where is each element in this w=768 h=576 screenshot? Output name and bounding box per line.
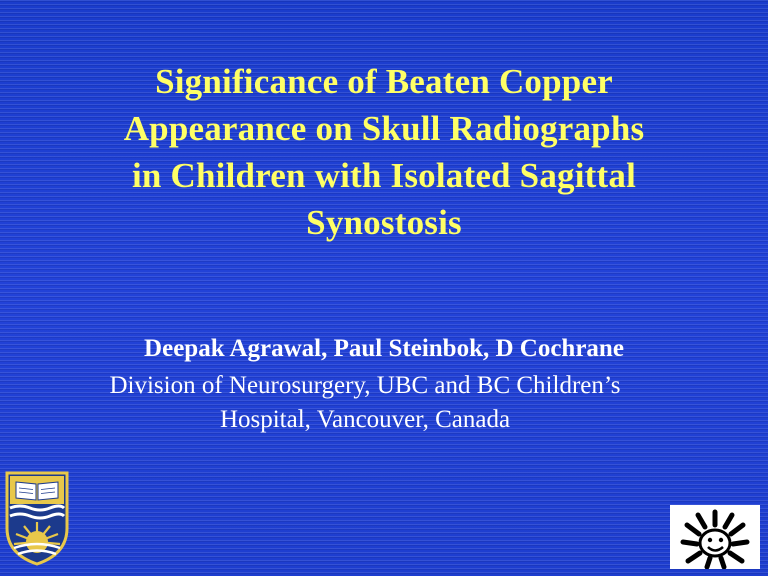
slide-title	[40, 58, 728, 246]
affiliation-line: Division of Neurosurgery, UBC and BC Children’s	[109, 372, 621, 399]
ubc-crest-logo	[4, 470, 70, 566]
affiliation-line: Hospital, Vancouver, Canada	[219, 406, 511, 433]
sun-face-icon	[670, 505, 760, 569]
title-line: Significance of Beaten Copper	[155, 62, 613, 101]
authors: Deepak Agrawal, Paul Steinbok, D Cochrane	[144, 335, 624, 362]
crest-icon	[4, 470, 70, 566]
title-line: Synostosis	[306, 203, 462, 242]
title-line: in Children with Isolated Sagittal	[131, 156, 636, 195]
affiliation	[40, 369, 690, 437]
bc-childrens-hospital-logo	[670, 505, 760, 569]
title-line: Appearance on Skull Radiographs	[123, 109, 645, 148]
